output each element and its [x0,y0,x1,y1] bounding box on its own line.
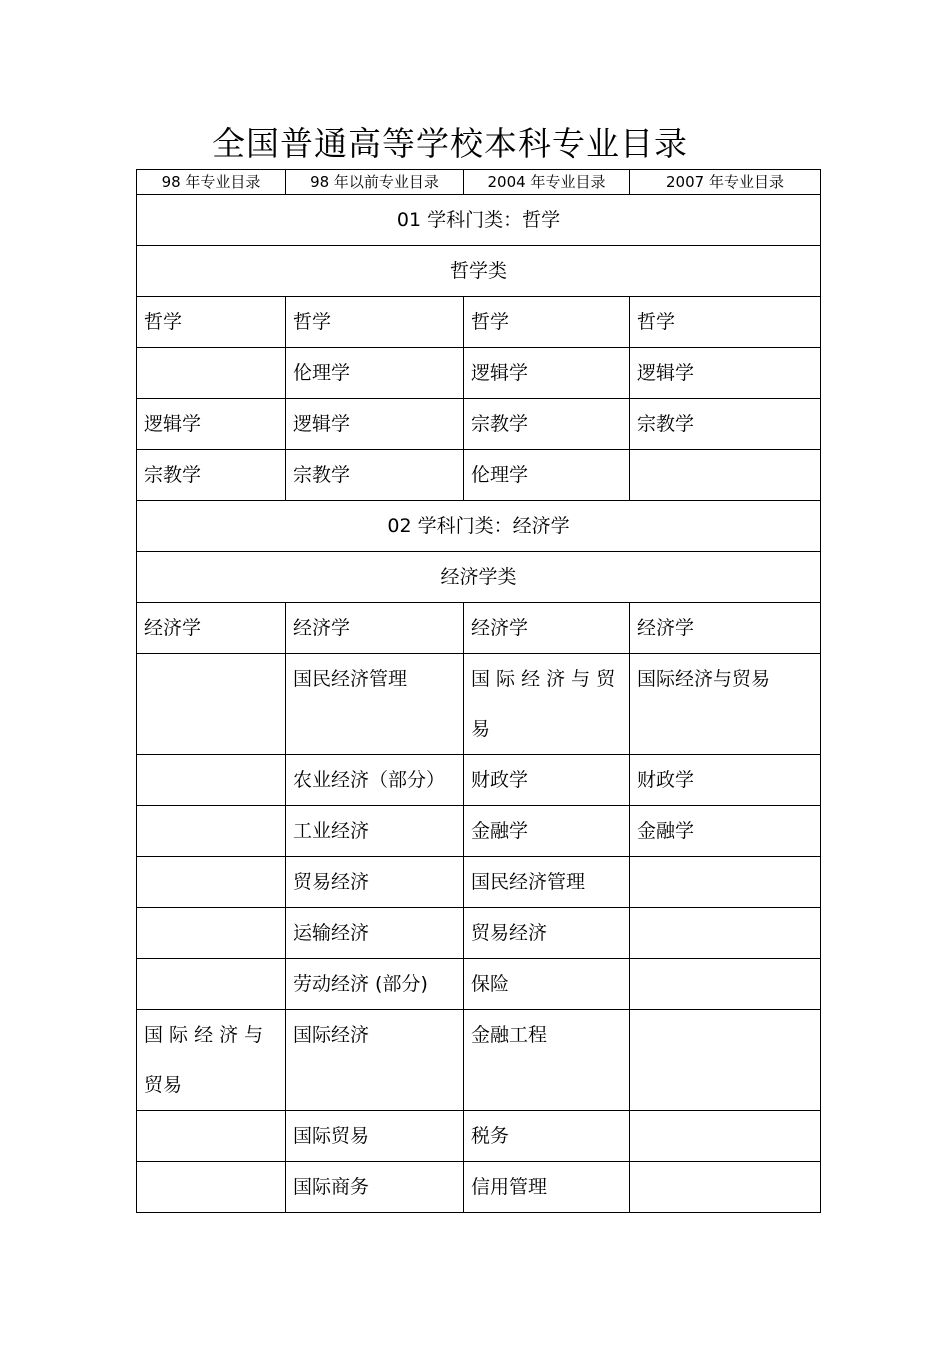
table-cell: 贸易经济 [286,857,464,908]
table-row [137,654,821,755]
table-row [137,959,821,1010]
table-row [137,399,821,450]
table-row [137,603,821,654]
table-cell [137,959,286,1010]
header-2004-catalog: 2004 年专业目录 [464,170,630,195]
table-cell: 国民经济管理 [464,857,630,908]
table-cell: 宗教学 [464,399,630,450]
table-cell: 逻辑学 [137,399,286,450]
table-cell [137,1111,286,1162]
table-cell: 宗教学 [630,399,821,450]
table-cell: 伦理学 [464,450,630,501]
table-cell: 财政学 [630,755,821,806]
table-cell [137,755,286,806]
table-cell [630,857,821,908]
page-title: 全国普通高等学校本科专业目录 [212,124,688,163]
subclass-row [137,552,821,603]
table-cell [137,908,286,959]
category-philosophy: 01 学科门类：哲学 [137,195,821,246]
table-cell: 工业经济 [286,806,464,857]
table-cell [630,1162,821,1213]
table-cell: 信用管理 [464,1162,630,1213]
table-cell [630,959,821,1010]
table-cell [630,1010,821,1111]
table-cell: 金融工程 [464,1010,630,1111]
table-row [137,348,821,399]
table-row [137,908,821,959]
table-cell: 经济学 [630,603,821,654]
table-cell: 哲学 [286,297,464,348]
table-cell: 农业经济（部分） [286,755,464,806]
table-cell: 逻辑学 [630,348,821,399]
table-cell: 贸易经济 [464,908,630,959]
major-catalog-table [136,169,821,1213]
header-pre-98-catalog: 98 年以前专业目录 [286,170,464,195]
table-row [137,806,821,857]
table-cell: 劳动经济 (部分) [286,959,464,1010]
table-cell: 经济学 [137,603,286,654]
table-cell: 财政学 [464,755,630,806]
table-cell: 国 际 经 济 与 贸 易 [464,654,630,755]
table-cell [137,654,286,755]
table-cell: 国民经济管理 [286,654,464,755]
table-cell: 国际经济与贸易 [630,654,821,755]
table-row [137,755,821,806]
table-row [137,1010,821,1111]
category-economics: 02 学科门类：经济学 [137,501,821,552]
table-row [137,1162,821,1213]
category-row [137,501,821,552]
table-row [137,1111,821,1162]
table-cell: 运输经济 [286,908,464,959]
table-cell: 国际经济 [286,1010,464,1111]
table-cell: 伦理学 [286,348,464,399]
table-cell: 哲学 [137,297,286,348]
table-cell [630,450,821,501]
table-row [137,450,821,501]
subclass-economics: 经济学类 [137,552,821,603]
table-cell: 经济学 [464,603,630,654]
table-cell [137,1162,286,1213]
header-98-catalog: 98 年专业目录 [137,170,286,195]
header-row [137,170,821,195]
table-cell: 逻辑学 [286,399,464,450]
table-cell: 哲学 [464,297,630,348]
table-cell: 哲学 [630,297,821,348]
table-row [137,857,821,908]
table-row [137,297,821,348]
table-cell [630,1111,821,1162]
header-2007-catalog: 2007 年专业目录 [630,170,821,195]
table-cell: 金融学 [630,806,821,857]
category-row [137,195,821,246]
subclass-row [137,246,821,297]
table-cell [137,857,286,908]
subclass-philosophy: 哲学类 [137,246,821,297]
table-cell: 宗教学 [137,450,286,501]
table-cell [630,908,821,959]
table-cell: 保险 [464,959,630,1010]
table-cell: 国际商务 [286,1162,464,1213]
table-cell: 金融学 [464,806,630,857]
table-cell: 经济学 [286,603,464,654]
table-cell: 税务 [464,1111,630,1162]
table-cell: 国际贸易 [286,1111,464,1162]
table-cell: 国 际 经 济 与 贸易 [137,1010,286,1111]
table-cell: 逻辑学 [464,348,630,399]
table-cell [137,348,286,399]
table-cell: 宗教学 [286,450,464,501]
table-cell [137,806,286,857]
